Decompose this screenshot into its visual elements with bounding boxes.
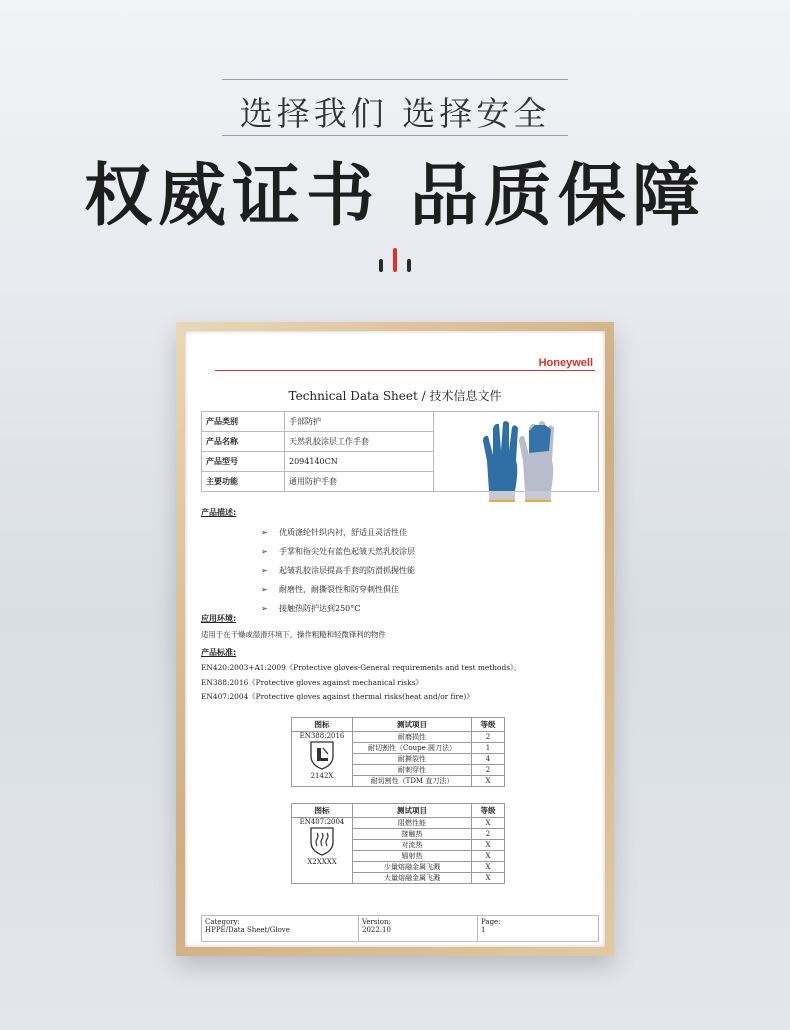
subtitle: 选择我们 选择安全 xyxy=(239,94,551,133)
mid-divider xyxy=(222,135,568,136)
description-heading: 产品描述: xyxy=(201,508,237,517)
rating-code: 2142X xyxy=(310,772,334,780)
test-level: X xyxy=(472,873,505,884)
list-item: ➢ 优质涤纶针织内衬，舒适且灵活性佳 xyxy=(261,523,415,542)
arrow-icon: ➢ xyxy=(261,547,268,556)
test-item: 耐磨损性 xyxy=(353,732,472,743)
info-key: 产品类别 xyxy=(202,412,285,432)
info-key: 主要功能 xyxy=(202,472,285,492)
test-level: 2 xyxy=(472,829,505,840)
arrow-icon: ➢ xyxy=(261,528,268,537)
data-sheet xyxy=(185,331,605,947)
column-header: 等级 xyxy=(472,718,505,732)
top-divider xyxy=(222,79,568,80)
test-item: 耐撕裂性 xyxy=(353,754,472,765)
test-item: 少量熔融金属飞溅 xyxy=(353,862,472,873)
mechanical-risk-shield-icon xyxy=(308,740,336,770)
accent-bars-icon xyxy=(379,248,413,272)
arrow-icon: ➢ xyxy=(261,604,268,613)
pictogram-cell xyxy=(292,732,353,787)
test-level: 2 xyxy=(472,732,505,743)
footer-version: Version: 2022.10 xyxy=(359,916,478,942)
test-level: 2 xyxy=(472,765,505,776)
environment-text: 适用于在干燥或湿滑环境下，操作粗糙和轻微锋利的物件 xyxy=(201,630,386,639)
test-level: 1 xyxy=(472,743,505,754)
list-item: ➢ 接触热防护达到250°C xyxy=(261,599,415,618)
column-header: 图标 xyxy=(292,804,353,818)
en388-table xyxy=(291,717,505,787)
test-item: 对流热 xyxy=(353,840,472,851)
test-level: 4 xyxy=(472,754,505,765)
feature-list xyxy=(261,523,415,618)
standard-line: EN407:2004《Protective gloves against thermal risks(heat and/or fire)》 xyxy=(201,692,474,701)
info-value: 手部防护 xyxy=(285,412,434,432)
arrow-icon: ➢ xyxy=(261,585,268,594)
list-item: ➢ 手掌和指尖处有蓝色起皱天然乳胶涂层 xyxy=(261,542,415,561)
environment-heading: 应用环境: xyxy=(201,614,237,623)
test-level: X xyxy=(472,840,505,851)
info-value: 天然乳胶涂层工作手套 xyxy=(285,432,434,452)
headline: 权威证书 品质保障 xyxy=(84,157,706,236)
footer-page: Page: 1 xyxy=(478,916,599,942)
test-level: X xyxy=(472,862,505,873)
test-item: 耐切割性（TDM 直刀法） xyxy=(353,776,472,787)
standards-heading: 产品标准: xyxy=(201,648,237,657)
column-header: 测试项目 xyxy=(353,804,472,818)
standard-code: EN407:2004 xyxy=(299,818,345,826)
document-footer xyxy=(201,915,599,942)
column-header: 测试项目 xyxy=(353,718,472,732)
test-level: X xyxy=(472,851,505,862)
heat-risk-shield-icon xyxy=(308,826,336,856)
glove-image xyxy=(477,415,559,503)
standard-line: EN420:2003+A1:2009《Protective gloves-General requirements and test methods》、 xyxy=(201,663,522,672)
brand-rule xyxy=(215,370,595,371)
column-header: 图标 xyxy=(292,718,353,732)
standard-code: EN388:2016 xyxy=(299,732,345,740)
pictogram-cell xyxy=(292,818,353,884)
column-header: 等级 xyxy=(472,804,505,818)
info-value: 2094140CN xyxy=(285,452,434,472)
certificate-frame xyxy=(176,322,614,956)
document-title: Technical Data Sheet / 技术信息文件 xyxy=(288,389,502,403)
footer-category: Category: HPPE/Data Sheet/Glove xyxy=(202,916,359,942)
standard-line: EN388:2016《Protective gloves against mechanical risks》 xyxy=(201,678,423,687)
test-item: 耐切割性（Coupe 圆刀法） xyxy=(353,743,472,754)
list-item: ➢ 起皱乳胶涂层提高手套的防滑抓握性能 xyxy=(261,561,415,580)
test-item: 阻燃性能 xyxy=(353,818,472,829)
arrow-icon: ➢ xyxy=(261,566,268,575)
test-level: X xyxy=(472,818,505,829)
test-level: X xyxy=(472,776,505,787)
test-item: 大量熔融金属飞溅 xyxy=(353,873,472,884)
test-item: 耐刺穿性 xyxy=(353,765,472,776)
en407-table xyxy=(291,803,505,884)
test-item: 接触热 xyxy=(353,829,472,840)
brand-logo: Honeywell xyxy=(538,357,593,369)
rating-code: X2XXXX xyxy=(307,858,337,866)
list-item: ➢ 耐磨性，耐撕裂性和防穿刺性俱佳 xyxy=(261,580,415,599)
info-value: 通用防护手套 xyxy=(285,472,434,492)
info-key: 产品型号 xyxy=(202,452,285,472)
info-key: 产品名称 xyxy=(202,432,285,452)
test-item: 辐射热 xyxy=(353,851,472,862)
